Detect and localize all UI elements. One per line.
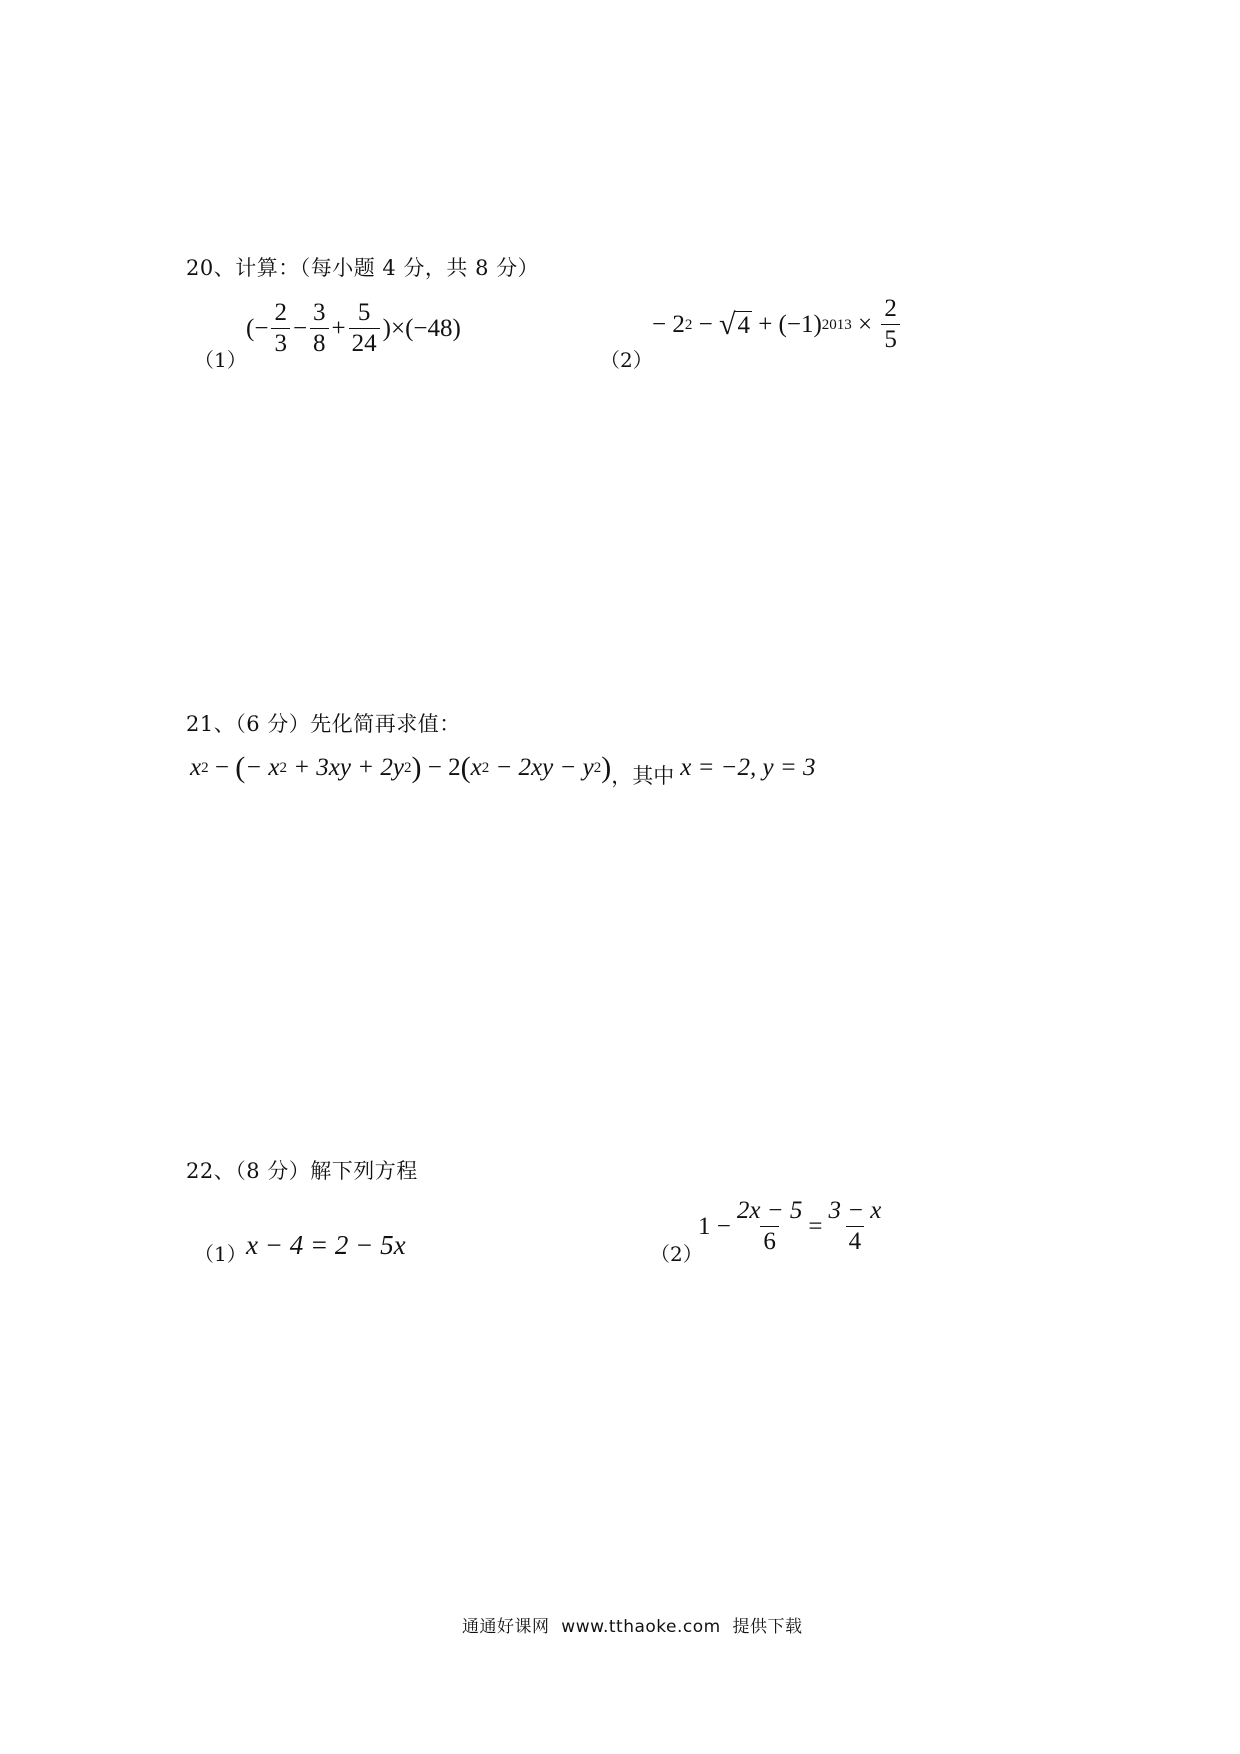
q21-part-e: x bbox=[470, 754, 482, 781]
q21-part-f: − 2xy − y bbox=[489, 754, 594, 781]
q20-p1-lparen: ( bbox=[246, 314, 255, 342]
q20-part2-label: （2） bbox=[600, 348, 653, 372]
q20-p1-plus: + bbox=[331, 314, 346, 342]
q21-condition: x = −2, y = 3 bbox=[680, 754, 816, 781]
q20-p1-f3-denominator: 24 bbox=[349, 328, 380, 357]
q22-p2-f2-denominator: 4 bbox=[846, 1226, 865, 1255]
q20-p1-fraction-2 bbox=[310, 300, 329, 358]
q22-part1-equation bbox=[246, 1230, 406, 1261]
q21-paren-close-1: ) bbox=[411, 751, 422, 784]
q20-p1-minus2: − bbox=[292, 314, 308, 342]
q22-p2-fraction-2 bbox=[825, 1198, 884, 1256]
q21-heading: 21、（6 分）先化简再求值： bbox=[186, 712, 461, 736]
q20-p1-f1-numerator: 2 bbox=[274, 299, 287, 326]
q20-p2-fraction bbox=[881, 296, 900, 354]
q21-expression: x 2 − ( − x 2 + 3xy + 2y 2 ) − 2 ( x 2 − 2xy − y 2 ) ， 其中 x = −2, y = 3 bbox=[190, 751, 816, 788]
q20-p1-f2-denominator: 8 bbox=[310, 328, 329, 357]
q21-paren-open-2: ( bbox=[460, 751, 471, 784]
q20-p1-fraction-3 bbox=[349, 300, 380, 358]
q20-p1-minus1: − bbox=[254, 314, 269, 342]
q20-p2-lead: − 2 bbox=[652, 310, 685, 338]
q20-p2-sqrt-body: 4 bbox=[737, 312, 750, 340]
q21-part-c: + 3xy + 2y bbox=[286, 754, 404, 781]
q22-p2-f2-numerator: 3 − x bbox=[828, 1197, 882, 1224]
q20-p1-f3-numerator: 5 bbox=[357, 299, 371, 326]
q21-where: 其中 bbox=[632, 764, 675, 788]
footer-source: 通通好课网 www.tthaoke.com 提供下载 bbox=[462, 1617, 803, 1637]
q22-part2-label: （2） bbox=[650, 1242, 703, 1266]
q20-part1-label: （1） bbox=[194, 348, 247, 372]
q22-p2-f1-numerator: 2x − 5 bbox=[736, 1197, 803, 1224]
q22-p2-equals: = bbox=[808, 1212, 823, 1240]
q20-p1-fraction-1 bbox=[271, 300, 290, 358]
q22-p2-fraction-1 bbox=[734, 1198, 805, 1256]
q20-p1-f1-denominator: 3 bbox=[271, 328, 290, 357]
q20-part2-expression: − 2 2 − √ 4 + (−1) 2013 × $\frac{2}{5}$ bbox=[652, 296, 903, 354]
q22-p2-f1-denominator: 6 bbox=[760, 1226, 779, 1255]
q20-p2-numerator: 2 bbox=[884, 295, 897, 322]
q22-p2-one-minus: 1 − bbox=[698, 1212, 731, 1240]
q21-paren-close-2: ) bbox=[601, 751, 612, 784]
radical-sign-icon: √ bbox=[718, 307, 736, 341]
q21-part-b: − x bbox=[245, 754, 280, 781]
q22-heading: 22、（8 分）解下列方程 bbox=[186, 1159, 418, 1183]
q21-x: x bbox=[190, 754, 202, 781]
q21-paren-open-1: ( bbox=[235, 751, 246, 784]
q22-p1-eq: x − 4 = 2 − 5x bbox=[246, 1230, 406, 1260]
q20-heading: 20、计算：（每小题 4 分，共 8 分） bbox=[186, 256, 540, 280]
q20-p2-minus: − bbox=[692, 310, 719, 338]
q21-part-a: − bbox=[208, 754, 236, 781]
q22-part1-label: （1） bbox=[194, 1242, 247, 1266]
q20-p1-f2-numerator: 3 bbox=[313, 299, 326, 326]
q20-p2-denominator: 5 bbox=[881, 324, 900, 353]
q20-part1-expression bbox=[246, 300, 461, 358]
q21-comma: ， bbox=[611, 764, 633, 788]
q20-p2-sqrt bbox=[718, 307, 752, 341]
q21-part-d: − 2 bbox=[421, 754, 461, 781]
q22-part2-equation bbox=[698, 1198, 887, 1256]
q20-p1-tail: )×(−48) bbox=[382, 314, 461, 342]
q20-p2-plus-part: + (−1) bbox=[751, 310, 822, 338]
q20-p2-times: × bbox=[851, 310, 879, 338]
